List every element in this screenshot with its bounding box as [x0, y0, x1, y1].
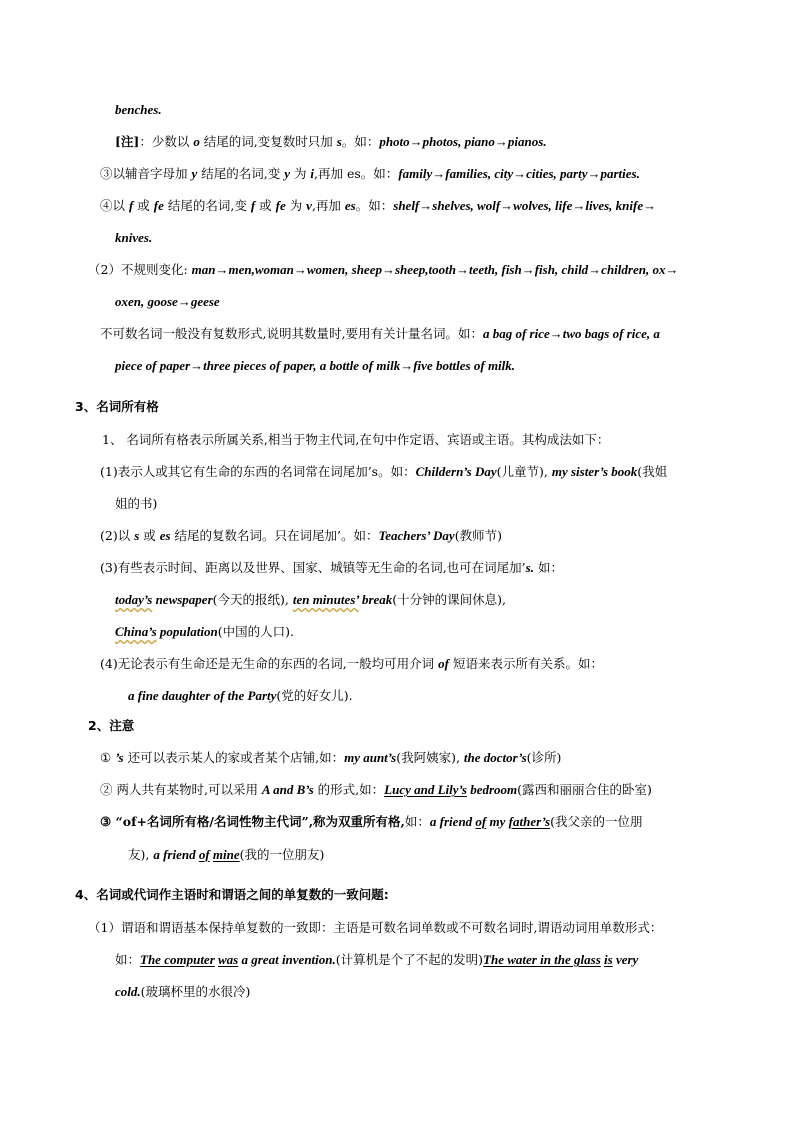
- text-run: a great invention.: [238, 952, 336, 967]
- section-heading: [75, 398, 159, 416]
- line: [100, 165, 640, 183]
- text-run: 如：: [404, 814, 430, 829]
- line: [115, 495, 157, 513]
- text-run: o: [193, 134, 200, 149]
- text-run: a friend: [153, 847, 199, 862]
- section-heading: [75, 886, 389, 904]
- line: [115, 357, 515, 375]
- text-run: of: [475, 814, 487, 829]
- text-run: 4、名词或代词作主语时和谓语之间的单复数的一致问题:: [75, 887, 389, 902]
- text-run: ,再加 es。如：: [314, 166, 399, 181]
- text-run: benches.: [115, 102, 162, 117]
- line: [115, 133, 547, 151]
- text-run: 或: [133, 198, 154, 213]
- text-run: my: [486, 814, 509, 829]
- text-run: ,再加: [311, 198, 345, 213]
- text-run: 1、 名词所有格表示所属关系,相当于物主代词,在句中作定语、宾语或主语。其构成法如下：: [102, 432, 610, 447]
- text-run: population: [156, 624, 218, 639]
- text-run: (党的好女儿).: [276, 688, 353, 703]
- text-run: (1)表示人或其它有生命的东西的名词常在词尾加’s。如：: [100, 464, 416, 479]
- text-run: (3)有些表示时间、距离以及世界、国家、城镇等无生命的名词,也可在词尾加’: [100, 560, 526, 575]
- text-run: oxen, goose→geese: [115, 294, 220, 309]
- line: [115, 229, 152, 247]
- section-heading: [88, 717, 134, 735]
- text-run: y: [284, 166, 290, 181]
- line: [100, 463, 667, 481]
- text-run: f: [128, 198, 134, 213]
- line: [100, 781, 652, 799]
- text-run: 结尾的名词,变: [197, 166, 285, 181]
- text-run: (我姐: [637, 464, 668, 479]
- text-run: The water in the glass: [483, 952, 601, 967]
- text-run: [注]: [115, 134, 140, 149]
- text-run: s: [134, 528, 140, 543]
- line: [100, 655, 603, 673]
- text-run: s: [336, 134, 342, 149]
- line: [100, 325, 660, 343]
- text-run: (教师节): [454, 528, 502, 543]
- line: [115, 101, 162, 119]
- text-run: i: [310, 166, 315, 181]
- text-run: (我阿姨家),: [396, 750, 464, 765]
- text-run: s.: [525, 560, 534, 575]
- text-run: 还可以表示某人的家或者某个店铺,如：: [123, 750, 345, 765]
- text-run: 结尾的名词,变: [163, 198, 251, 213]
- text-run: my sister’s book: [551, 464, 638, 479]
- text-run: （1）谓语和谓语基本保持单复数的一致即：主语是可数名词单数或不可数名词时,谓语动词用单数形式：: [88, 920, 663, 935]
- text-run: 或: [255, 198, 276, 213]
- text-run: f: [250, 198, 256, 213]
- text-run: China’s: [115, 624, 157, 639]
- text-run: Lucy and Lily’s: [384, 782, 467, 797]
- text-run: is: [604, 952, 613, 967]
- text-run: Childern’s Day: [415, 464, 497, 479]
- text-run: 。如：: [355, 198, 394, 213]
- text-run: 。如：: [341, 134, 380, 149]
- text-run: of: [198, 847, 210, 862]
- text-run: 结尾的词,变复数时只加: [199, 134, 337, 149]
- text-run: ④以: [100, 198, 129, 213]
- text-run: my aunt’s: [344, 750, 397, 765]
- text-run: es: [159, 528, 171, 543]
- text-run: bedroom: [466, 782, 518, 797]
- line: [100, 527, 502, 545]
- text-run: (我的一位朋友): [239, 847, 325, 862]
- line: [115, 623, 294, 641]
- text-run: ’s: [115, 750, 124, 765]
- text-run: a bag of rice→two bags of rice, a: [482, 326, 660, 341]
- text-run: (计算机是个了不起的发明): [335, 952, 484, 967]
- text-run: (十分钟的课间休息),: [392, 592, 507, 607]
- text-run: 为: [285, 198, 307, 213]
- text-run: 短语来表示所有关系。如：: [449, 656, 603, 671]
- text-run: (诊所): [526, 750, 562, 765]
- text-run: 3、名词所有格: [75, 399, 159, 414]
- text-run: of: [438, 656, 449, 671]
- text-run: very: [612, 952, 639, 967]
- text-run: A and B’s: [261, 782, 314, 797]
- line: [115, 983, 250, 1001]
- text-run: shelf→shelves, wolf→wolves, life→lives, knife→: [393, 198, 657, 213]
- line: [115, 293, 220, 311]
- text-run: (2)以: [100, 528, 135, 543]
- text-run: ten minutes’: [292, 592, 359, 607]
- text-run: v: [306, 198, 312, 213]
- text-run: ③ “of+名词所有格/名词性物主代词”,称为双重所有格,: [100, 814, 405, 829]
- text-run: family→families, city→cities, party→parties.: [398, 166, 640, 181]
- text-run: knives.: [115, 230, 153, 245]
- text-run: ①: [100, 750, 116, 765]
- text-run: the doctor’s: [463, 750, 527, 765]
- text-run: es: [344, 198, 356, 213]
- text-run: newspaper: [152, 592, 213, 607]
- text-run: (儿童节),: [496, 464, 552, 479]
- text-run: ② 两人共有某物时,可以采用: [100, 782, 262, 797]
- text-run: (中国的人口).: [217, 624, 294, 639]
- line: [115, 951, 638, 969]
- text-run: The computer: [140, 952, 215, 967]
- text-run: break: [358, 592, 393, 607]
- text-run: ③以辅音字母加: [100, 166, 192, 181]
- text-run: fe: [153, 198, 164, 213]
- text-run: photo→photos, piano→pianos.: [379, 134, 547, 149]
- text-run: (今天的报纸),: [212, 592, 293, 607]
- text-run: 2、注意: [88, 718, 135, 733]
- text-run: man→men,woman→women, sheep→sheep,tooth→teeth, fish→fish, child→children, ox→: [191, 262, 679, 277]
- text-run: (露西和丽丽合住的卧室): [517, 782, 652, 797]
- text-run: was: [218, 952, 239, 967]
- line: [100, 197, 656, 215]
- line: [88, 919, 662, 937]
- text-run: (我父亲的一位朋: [550, 814, 643, 829]
- line: [100, 813, 642, 831]
- text-run: today’s: [115, 592, 153, 607]
- text-run: (4)无论表示有生命还是无生命的东西的名词,一般均可用介词: [100, 656, 439, 671]
- text-run: father’s: [508, 814, 551, 829]
- text-run: a fine daughter of the Party: [128, 688, 277, 703]
- text-run: 为: [289, 166, 311, 181]
- text-run: fe: [275, 198, 286, 213]
- text-run: mine: [212, 847, 240, 862]
- line: [115, 591, 506, 609]
- text-run: 姐的书): [115, 496, 158, 511]
- text-run: y: [191, 166, 198, 181]
- line: [102, 431, 609, 449]
- line: [88, 261, 678, 279]
- text-run: （2）不规则变化:: [88, 262, 192, 277]
- text-run: 如：: [115, 952, 141, 967]
- text-run: a friend: [429, 814, 476, 829]
- text-run: (玻璃杯里的水很冷): [140, 984, 251, 999]
- line: [100, 749, 561, 767]
- text-run: 结尾的复数名词。只在词尾加’。如：: [170, 528, 379, 543]
- text-run: cold.: [115, 984, 141, 999]
- text-run: 不可数名词一般没有复数形式,说明其数量时,要用有关计量名词。如：: [100, 326, 483, 341]
- text-run: ：少数以: [139, 134, 194, 149]
- line: [128, 687, 353, 705]
- text-run: Teachers’ Day: [378, 528, 455, 543]
- text-run: 的形式,如：: [313, 782, 385, 797]
- text-run: 或: [139, 528, 160, 543]
- text-run: piece of paper→three pieces of paper, a bottle of milk→five bottles of milk.: [115, 358, 516, 373]
- text-run: 如：: [533, 560, 563, 575]
- text-run: 友),: [128, 847, 154, 862]
- line: [100, 559, 563, 577]
- line: [128, 846, 324, 864]
